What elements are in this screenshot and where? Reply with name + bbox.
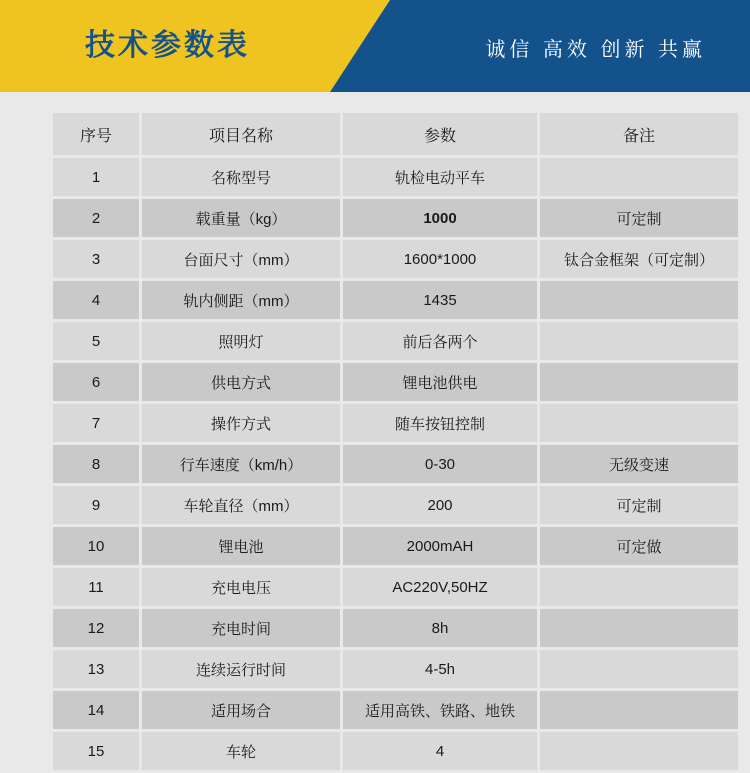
cell-note: 钛合金框架（可定制） bbox=[540, 240, 738, 278]
cell-index: 4 bbox=[53, 281, 139, 319]
cell-parameter: 轨检电动平车 bbox=[343, 158, 537, 196]
cell-item-name: 车轮 bbox=[142, 732, 340, 770]
cell-note bbox=[540, 158, 738, 196]
table-row bbox=[53, 732, 738, 770]
table-row bbox=[53, 609, 738, 647]
table-row bbox=[53, 527, 738, 565]
cell-item-name: 轨内侧距（mm） bbox=[142, 281, 340, 319]
cell-index: 2 bbox=[53, 199, 139, 237]
cell-index: 5 bbox=[53, 322, 139, 360]
cell-index: 9 bbox=[53, 486, 139, 524]
table-header-row bbox=[53, 113, 738, 155]
cell-index: 11 bbox=[53, 568, 139, 606]
cell-note bbox=[540, 404, 738, 442]
table-row bbox=[53, 445, 738, 483]
cell-note bbox=[540, 650, 738, 688]
column-header: 备注 bbox=[540, 113, 738, 155]
cell-item-name: 供电方式 bbox=[142, 363, 340, 401]
table-row bbox=[53, 568, 738, 606]
column-header: 参数 bbox=[343, 113, 537, 155]
header-slogan: 诚信 高效 创新 共赢 bbox=[485, 39, 706, 61]
cell-note bbox=[540, 281, 738, 319]
cell-item-name: 车轮直径（mm） bbox=[142, 486, 340, 524]
cell-item-name: 照明灯 bbox=[142, 322, 340, 360]
cell-item-name: 充电电压 bbox=[142, 568, 340, 606]
cell-parameter: 随车按钮控制 bbox=[343, 404, 537, 442]
cell-note bbox=[540, 732, 738, 770]
table-row bbox=[53, 281, 738, 319]
cell-index: 14 bbox=[53, 691, 139, 729]
cell-index: 3 bbox=[53, 240, 139, 278]
cell-note: 可定制 bbox=[540, 486, 738, 524]
table-row bbox=[53, 691, 738, 729]
cell-index: 13 bbox=[53, 650, 139, 688]
cell-parameter: 200 bbox=[343, 486, 537, 524]
column-header: 项目名称 bbox=[142, 113, 340, 155]
table-row bbox=[53, 363, 738, 401]
cell-parameter: 适用高铁、铁路、地铁 bbox=[343, 691, 537, 729]
cell-item-name: 充电时间 bbox=[142, 609, 340, 647]
cell-index: 10 bbox=[53, 527, 139, 565]
table-row bbox=[53, 199, 738, 237]
cell-index: 1 bbox=[53, 158, 139, 196]
cell-item-name: 载重量（kg） bbox=[142, 199, 340, 237]
table-row bbox=[53, 650, 738, 688]
table-row bbox=[53, 486, 738, 524]
page-header bbox=[0, 0, 750, 92]
cell-note bbox=[540, 609, 738, 647]
cell-index: 8 bbox=[53, 445, 139, 483]
cell-parameter: 1600*1000 bbox=[343, 240, 537, 278]
cell-note bbox=[540, 363, 738, 401]
page-title: 技术参数表 bbox=[85, 29, 250, 62]
cell-parameter: 0-30 bbox=[343, 445, 537, 483]
cell-parameter: 1000 bbox=[343, 199, 537, 237]
spec-table-wrapper bbox=[0, 92, 750, 773]
cell-item-name: 名称型号 bbox=[142, 158, 340, 196]
cell-note: 可定制 bbox=[540, 199, 738, 237]
cell-note bbox=[540, 568, 738, 606]
cell-note: 无级变速 bbox=[540, 445, 738, 483]
cell-parameter: 2000mAH bbox=[343, 527, 537, 565]
cell-note bbox=[540, 322, 738, 360]
column-header: 序号 bbox=[53, 113, 139, 155]
spec-table bbox=[50, 110, 741, 773]
cell-note: 可定做 bbox=[540, 527, 738, 565]
cell-parameter: 4-5h bbox=[343, 650, 537, 688]
cell-index: 7 bbox=[53, 404, 139, 442]
table-row bbox=[53, 240, 738, 278]
cell-note bbox=[540, 691, 738, 729]
cell-parameter: AC220V,50HZ bbox=[343, 568, 537, 606]
table-row bbox=[53, 158, 738, 196]
cell-item-name: 锂电池 bbox=[142, 527, 340, 565]
cell-index: 6 bbox=[53, 363, 139, 401]
cell-parameter: 前后各两个 bbox=[343, 322, 537, 360]
table-row bbox=[53, 404, 738, 442]
cell-item-name: 连续运行时间 bbox=[142, 650, 340, 688]
cell-index: 12 bbox=[53, 609, 139, 647]
cell-item-name: 台面尺寸（mm） bbox=[142, 240, 340, 278]
cell-parameter: 8h bbox=[343, 609, 537, 647]
cell-parameter: 1435 bbox=[343, 281, 537, 319]
cell-index: 15 bbox=[53, 732, 139, 770]
cell-item-name: 行车速度（km/h） bbox=[142, 445, 340, 483]
table-row bbox=[53, 322, 738, 360]
cell-item-name: 操作方式 bbox=[142, 404, 340, 442]
cell-parameter: 4 bbox=[343, 732, 537, 770]
cell-item-name: 适用场合 bbox=[142, 691, 340, 729]
cell-parameter: 锂电池供电 bbox=[343, 363, 537, 401]
